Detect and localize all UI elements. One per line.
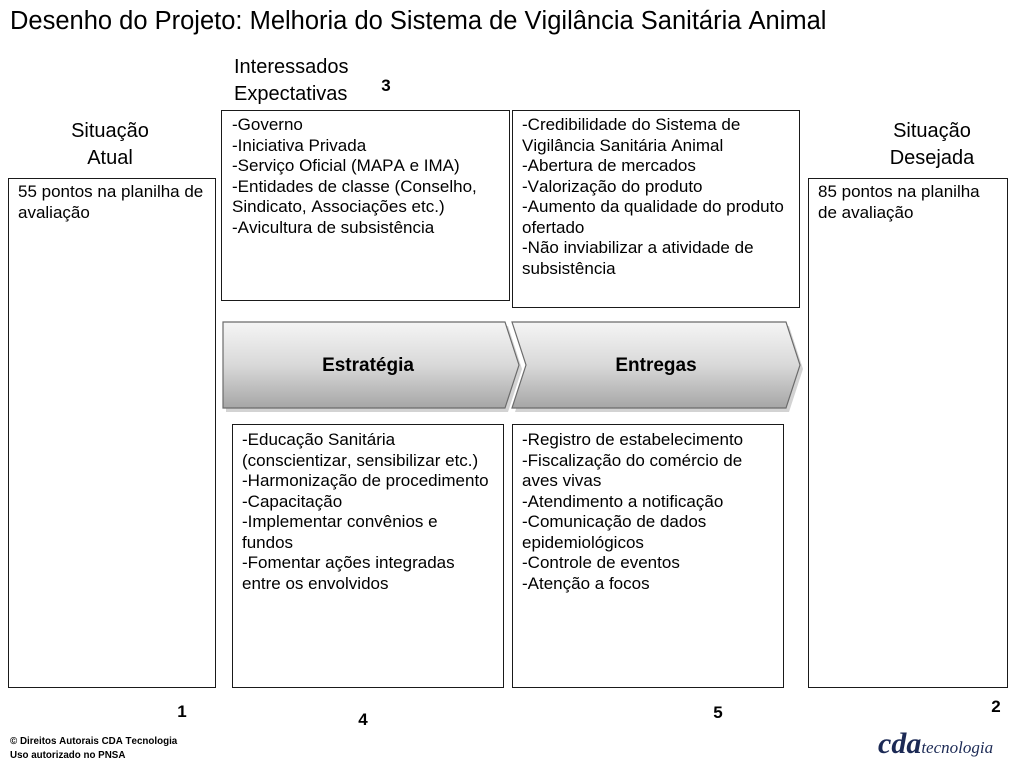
list-item: -Educação Sanitária (conscientizar, sensibilizar etc.) <box>242 430 479 470</box>
list-item: -Serviço Oficial (MAPA e IMA) <box>232 156 460 175</box>
current-state-heading <box>40 118 180 172</box>
deliverables-box <box>512 424 784 688</box>
list-item: -Comunicação de dados epidemiológicos <box>522 512 707 552</box>
list-item: -Atenção a focos <box>522 573 650 593</box>
stakeholders-box <box>221 110 510 301</box>
list-item: -Iniciativa Privada <box>232 135 367 155</box>
desired-state-heading-line1: Situação <box>893 120 971 142</box>
step-number-5: 5 <box>713 703 723 722</box>
strategy-list <box>242 430 491 594</box>
stakeholders-heading-line2: Expectativas <box>234 83 348 105</box>
list-item: -Não inviabilizar a atividade de subsistência <box>522 238 754 278</box>
list-item: -Implementar convênios e fundos <box>242 512 438 552</box>
deliverables-label: Entregas <box>615 355 697 376</box>
strategy-box <box>232 424 504 688</box>
logo-suffix: tecnologia <box>921 738 994 757</box>
strategy-label: Estratégia <box>322 355 414 376</box>
cda-logo <box>878 729 993 759</box>
list-item: -Avicultura de subsistência <box>232 217 435 237</box>
copyright-text: © Direitos Autorais CDA Tecnologia <box>10 736 178 747</box>
desired-state-heading-line2: Desejada <box>889 147 975 169</box>
slide-title: Desenho do Projeto: Melhoria do Sistema de Vigilância Sanitária Animal <box>10 7 827 35</box>
step-number-2: 2 <box>991 697 1001 716</box>
desired-state-heading <box>862 118 1002 172</box>
expectations-box <box>512 110 800 308</box>
desired-state-box <box>808 178 1008 688</box>
current-state-text: 55 pontos na planilha de avaliação <box>18 182 204 222</box>
footer <box>10 735 177 763</box>
step-number-1: 1 <box>177 702 187 721</box>
stakeholders-heading <box>234 54 349 108</box>
current-state-heading-line1: Situação <box>71 120 149 142</box>
step-number-3: 3 <box>381 76 391 95</box>
usage-text: Uso autorizado no PNSA <box>10 750 126 761</box>
list-item: -Credibilidade do Sistema de Vigilância Sanitária Animal <box>522 115 741 155</box>
list-item: -Fomentar ações integradas entre os envolvidos <box>242 553 455 593</box>
step-number-4: 4 <box>358 710 368 729</box>
list-item: -Controle de eventos <box>522 553 680 572</box>
expectations-list <box>522 115 790 279</box>
list-item: -Abertura de mercados <box>522 156 696 175</box>
current-state-heading-line2: Atual <box>87 147 133 169</box>
desired-state-text: 85 pontos na planilha de avaliação <box>818 182 980 222</box>
list-item: -Atendimento a notificação <box>522 491 724 511</box>
list-item: -Capacitação <box>242 491 343 511</box>
list-item: -Governo <box>232 115 303 134</box>
list-item: -Fiscalização do comércio de aves vivas <box>522 450 743 490</box>
list-item: -Entidades de classe (Conselho, Sindicato, Associações etc.) <box>232 176 477 216</box>
deliverables-list <box>522 430 771 594</box>
list-item: -Harmonização de procedimento <box>242 471 489 490</box>
stakeholders-heading-line1: Interessados <box>234 56 349 78</box>
stakeholders-list <box>232 115 500 238</box>
list-item: -Registro de estabelecimento <box>522 430 744 449</box>
list-item: -Aumento da qualidade do produto ofertado <box>522 197 784 237</box>
logo-brand: cda <box>878 727 922 760</box>
list-item: -Valorização do produto <box>522 176 703 196</box>
current-state-box <box>8 178 216 688</box>
